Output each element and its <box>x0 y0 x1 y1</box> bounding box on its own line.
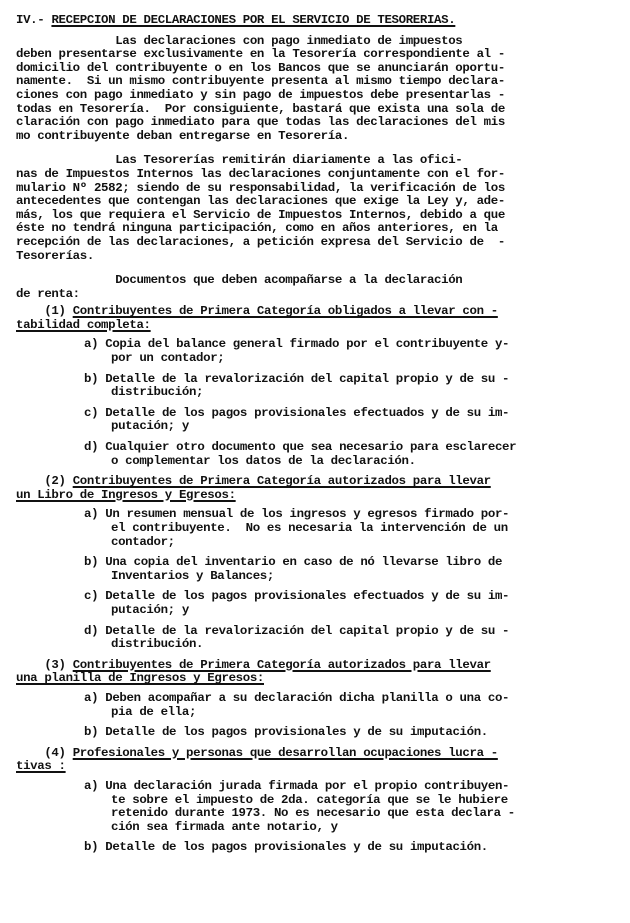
text-line: antecedentes que contengan las declaraciones que exige la Ley y, ade- <box>16 194 505 209</box>
text-line: mulario Nº 2582; siendo de su responsabilidad, la verificación de los <box>16 180 505 195</box>
item-text: Detalle de la revalorización del capital propio y de su - <box>105 371 510 386</box>
text-line: claración con pago inmediato para que todas las declaraciones del mis <box>16 115 505 130</box>
section-heading <box>16 14 614 28</box>
requirement-section <box>16 305 614 468</box>
item-text: te sobre el impuesto de 2da. categoría que se le hubiere <box>111 792 508 807</box>
list-item <box>16 841 614 855</box>
item-text: pia de ella; <box>111 704 197 719</box>
item-letter: a) <box>84 507 99 522</box>
text-line: domicilio del contribuyente o en los Bancos que se anunciarán oportu- <box>16 60 505 75</box>
text-line: todas en Tesorería. Por consiguiente, bastará que exista una sola de <box>16 101 505 116</box>
text-line: Las Tesorerías remitirán diariamente a las ofici- <box>16 153 463 168</box>
list-item <box>16 338 614 365</box>
item-letter: d) <box>84 623 99 638</box>
item-letter: a) <box>84 778 99 793</box>
item-text: ción sea firmada ante notario, y <box>111 819 338 834</box>
item-text: Detalle de los pagos provisionales efectuados y de su im- <box>105 589 510 604</box>
item-text: Inventarios y Balances; <box>111 568 274 583</box>
list-item <box>16 508 614 549</box>
item-text: o complementar los datos de la declaración. <box>111 453 416 468</box>
requirement-section <box>16 747 614 855</box>
list-item <box>16 692 614 719</box>
text-line: más, los que requiera el Servicio de Impuestos Internos, debido a que <box>16 207 505 222</box>
item-letter: c) <box>84 405 99 420</box>
list-item <box>16 780 614 834</box>
item-letter: b) <box>84 840 99 855</box>
item-text: Un resumen mensual de los ingresos y egresos firmado por- <box>105 507 510 522</box>
text-line: recepción de las declaraciones, a petición expresa del Servicio de - <box>16 234 505 249</box>
item-text: Una declaración jurada firmada por el propio contribuyen- <box>105 778 510 793</box>
section-title-line: un Libro de Ingresos y Egresos: <box>16 487 236 502</box>
item-letter: b) <box>84 725 99 740</box>
text-line: ciones con pago inmediato y sin pago de impuestos debe presentarlas - <box>16 87 505 102</box>
section-title-line: una planilla de Ingresos y Egresos: <box>16 671 264 686</box>
heading-title: RECEPCION DE DECLARACIONES POR EL SERVICIO DE TESORERIAS. <box>51 13 456 27</box>
section-title <box>16 475 614 502</box>
item-text: por un contador; <box>111 351 225 366</box>
tesorerias-paragraph <box>16 154 614 263</box>
list-item <box>16 590 614 617</box>
requirement-section <box>16 475 614 652</box>
item-letter: b) <box>84 555 99 570</box>
item-text: Una copia del inventario en caso de nó llevarse libro de <box>105 555 503 570</box>
section-title-line: Contribuyentes de Primera Categoría obligados a llevar con - <box>72 304 498 319</box>
text-line: nas de Impuestos Internos las declaraciones conjuntamente con el for- <box>16 166 505 181</box>
section-number: (1) <box>16 304 73 319</box>
item-text: el contribuyente. No es necesaria la intervención de un <box>111 521 508 535</box>
list-item <box>16 726 614 740</box>
text-line: deben presentarse exclusivamente en la Tesorería correspondiente al - <box>16 47 505 62</box>
text-line: éste no tendrá ninguna participación, como en años anteriores, en la <box>16 221 498 236</box>
text-line: mo contribuyente deban entregarse en Tesorería. <box>16 128 350 143</box>
item-text: Detalle de la revalorización del capital propio y de su - <box>105 623 510 638</box>
section-number: (2) <box>16 474 73 489</box>
list-item <box>16 373 614 400</box>
section-title-line: tabilidad completa: <box>16 317 151 332</box>
item-text: distribución. <box>111 637 204 652</box>
item-text: distribución; <box>111 385 204 400</box>
intro-paragraph <box>16 35 614 144</box>
section-title <box>16 659 614 686</box>
text-line: namente. Si un mismo contribuyente presenta al mismo tiempo declara- <box>16 74 505 89</box>
section-title-line: Profesionales y personas que desarrollan ocupaciones lucra - <box>72 745 498 760</box>
text-line: Documentos que deben acompañarse a la declaración <box>16 273 463 288</box>
item-letter: a) <box>84 690 99 705</box>
section-number: (4) <box>16 745 73 760</box>
section-title <box>16 305 614 332</box>
section-number: (3) <box>16 657 73 672</box>
heading-number: IV.- <box>16 13 52 27</box>
text-line: Las declaraciones con pago inmediato de impuestos <box>16 33 463 48</box>
item-letter: b) <box>84 371 99 386</box>
list-item <box>16 625 614 652</box>
item-text: Detalle de los pagos provisionales efectuados y de su im- <box>105 405 510 420</box>
list-item <box>16 407 614 434</box>
section-title <box>16 747 614 774</box>
section-title-line: tivas : <box>16 759 66 774</box>
list-item <box>16 556 614 583</box>
item-letter: c) <box>84 589 99 604</box>
item-text: Detalle de los pagos provisionales y de su imputación. <box>105 840 488 855</box>
item-letter: a) <box>84 337 99 352</box>
item-text: Detalle de los pagos provisionales y de su imputación. <box>105 725 488 740</box>
text-line: Tesorerías. <box>16 248 94 263</box>
section-title-line: Contribuyentes de Primera Categoría autorizados para llevar <box>72 474 491 489</box>
item-text: contador; <box>111 534 175 549</box>
item-text: retenido durante 1973. No es necesario que esta declara - <box>111 806 515 821</box>
item-letter: d) <box>84 440 99 455</box>
section-title-line: Contribuyentes de Primera Categoría autorizados para llevar <box>72 657 491 672</box>
list-item <box>16 441 614 468</box>
documentos-paragraph <box>16 274 614 301</box>
item-text: Deben acompañar a su declaración dicha planilla o una co- <box>105 690 510 705</box>
text-line: de renta: <box>16 286 80 301</box>
item-text: Cualquier otro documento que sea necesario para esclarecer <box>105 440 517 455</box>
item-text: putación; y <box>111 602 189 617</box>
requirement-section <box>16 659 614 740</box>
item-text: putación; y <box>111 419 189 434</box>
item-text: Copia del balance general firmado por el contribuyente y- <box>105 337 510 352</box>
